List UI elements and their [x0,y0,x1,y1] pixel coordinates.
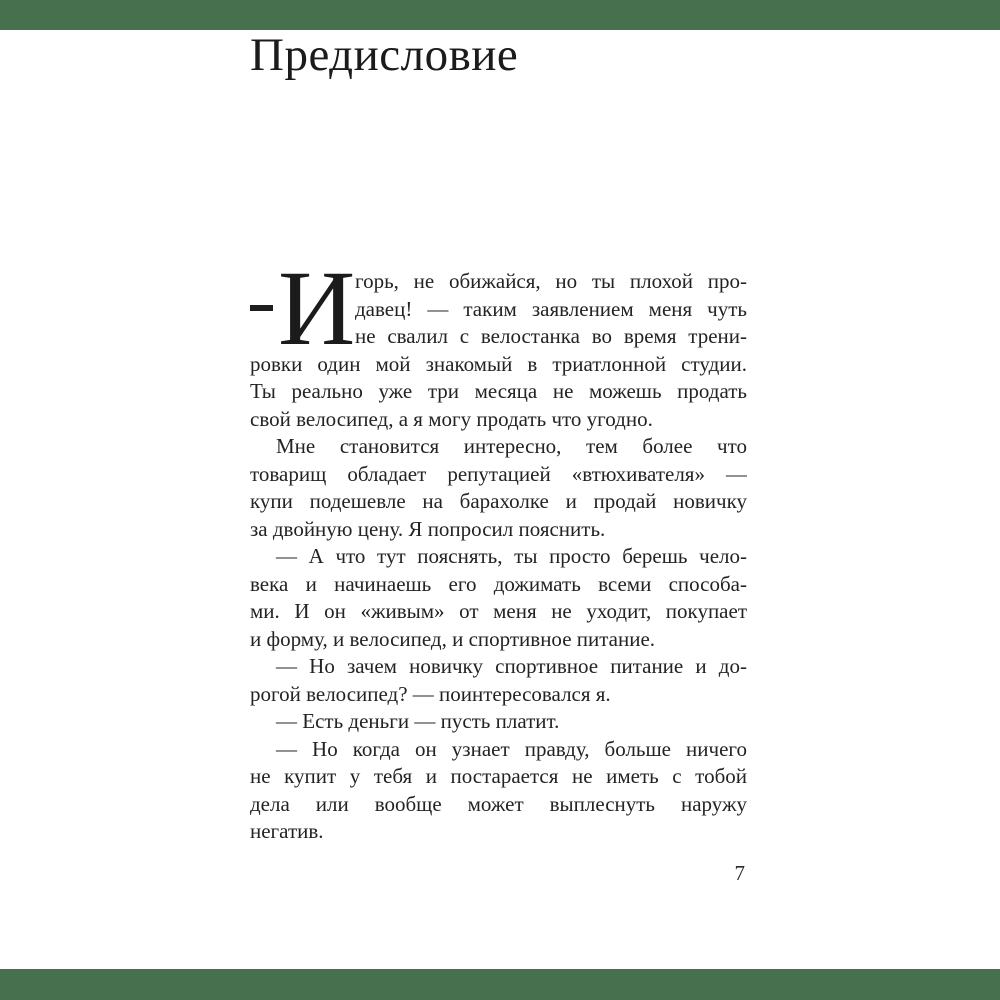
text-line: ми. И он «живым» от меня не уходит, покупает [250,599,747,623]
text-line: дела или вообще может выплеснуть наружу [250,791,747,816]
page-number: 7 [734,861,745,885]
text-line: давец! — таким заявлением меня чуть [355,296,747,321]
text-line: — Но когда он узнает правду, больше ничего [276,736,747,761]
text-line: негатив. [250,819,324,843]
dropcap [250,250,356,368]
body-text [250,250,747,846]
text-line: свой велосипед, а я могу продать что угодно. [250,406,653,431]
text-line: и форму, и велосипед, и спортивное питание. [250,626,656,651]
dialog-dash-icon [250,305,273,311]
text-line: не купит у тебя и постарается не иметь с тобой [250,764,747,788]
text-line: Мне становится интересно, тем более что [276,434,747,458]
text-line: — Но зачем новичку спортивное питание и до- [276,654,747,678]
text-line: века и начинаешь его дожимать всеми способа- [250,571,747,596]
text-line: рогой велосипед? — поинтересовался я. [250,681,611,706]
text-line: купи подешевле на барахолке и продай новичку [250,489,747,513]
text-line: не свалил с велостанка во время трени- [355,324,747,348]
chapter-title: Предисловие [250,29,519,81]
text-line: Ты реально уже три месяца не можешь продать [250,379,747,403]
book-page [250,0,747,969]
text-line: горь, не обижайся, но ты плохой про- [355,269,747,293]
text-line: ровки один мой знакомый в триатлонной студии. [250,351,747,376]
text-line: за двойную цену. Я попросил пояснить. [250,516,606,541]
text-line: — А что тут пояснять, ты просто берешь чело- [276,544,747,568]
text-line: — Есть деньги — пусть платит. [276,709,560,733]
bottom-decoration-bar [0,969,1000,1000]
text-line: товарищ обладает репутацией «втюхивателя» — [250,461,747,486]
dropcap-letter: И [278,250,356,368]
